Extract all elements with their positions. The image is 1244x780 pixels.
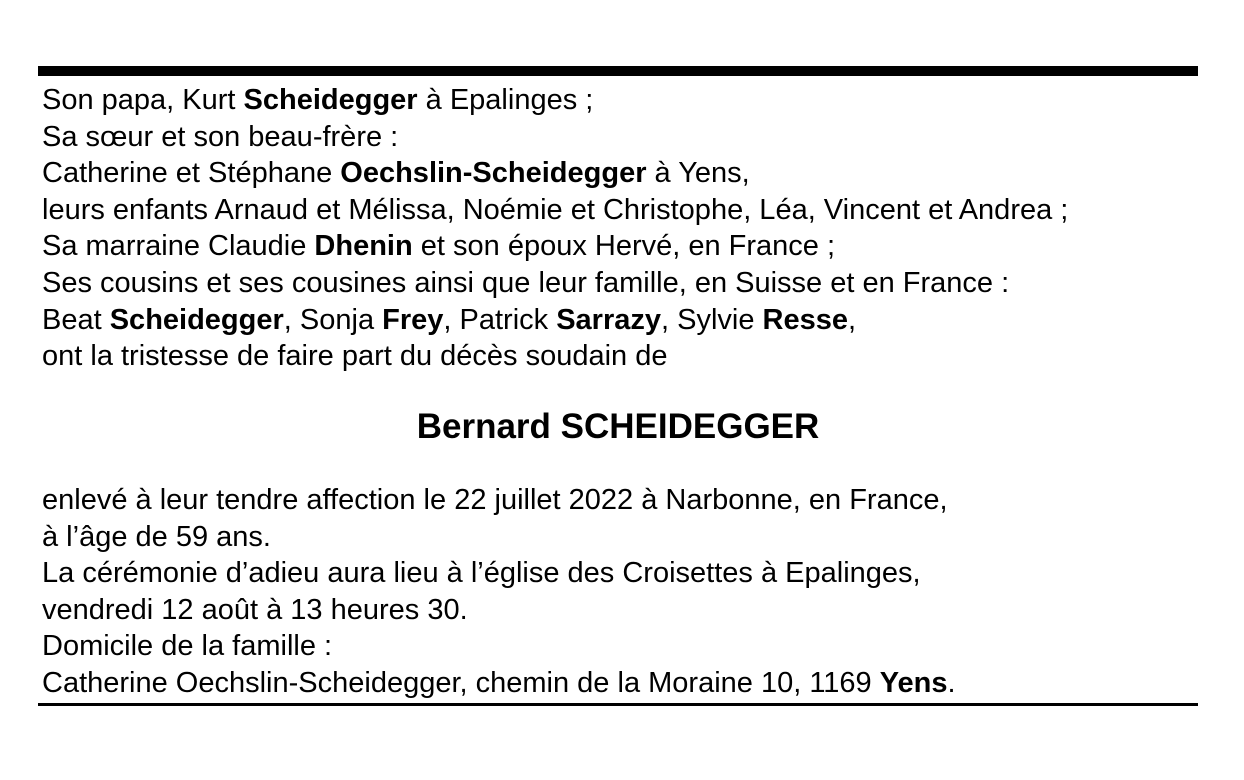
- notice-details: [42, 482, 1192, 702]
- notice-line-cousins: Beat Scheidegger, Sonja Frey, Patrick Sarrazy, Sylvie Resse,: [42, 303, 857, 336]
- notice-line-father: Son papa, Kurt Scheidegger à Epalinges ;: [42, 84, 594, 116]
- notice-line-announcement: ont la tristesse de faire part du décès soudain de: [42, 340, 668, 373]
- surname: Scheidegger: [243, 84, 418, 116]
- surname: Resse: [762, 303, 849, 336]
- notice-line-godmother: Sa marraine Claudie Dhenin et son époux Hervé, en France ;: [42, 230, 836, 263]
- notice-line-children: leurs enfants Arnaud et Mélissa, Noémie et Christophe, Léa, Vincent et Andrea ;: [42, 193, 1069, 226]
- details-line-death: enlevé à leur tendre affection le 22 juillet 2022 à Narbonne, en France,: [42, 484, 948, 516]
- details-line-date: vendredi 12 août à 13 heures 30.: [42, 593, 468, 626]
- town-name: Yens: [879, 666, 948, 699]
- bottom-rule: [38, 703, 1198, 706]
- details-line-domicile-label: Domicile de la famille :: [42, 630, 333, 663]
- surname: Frey: [382, 303, 444, 336]
- details-line-ceremony: La cérémonie d’adieu aura lieu à l’église des Croisettes à Epalinges,: [42, 557, 921, 590]
- surname: Dhenin: [314, 230, 413, 263]
- details-line-age: à l’âge de 59 ans.: [42, 520, 271, 553]
- deceased-name: Bernard SCHEIDEGGER: [416, 407, 820, 446]
- surname: Scheidegger: [109, 303, 284, 336]
- notice-line-sister: Catherine et Stéphane Oechslin-Scheidegger à Yens,: [42, 157, 750, 190]
- details-line-address: Catherine Oechslin-Scheidegger, chemin de la Moraine 10, 1169 Yens.: [42, 666, 956, 699]
- surname: Sarrazy: [556, 303, 662, 336]
- surname: Oechslin-Scheidegger: [340, 157, 647, 190]
- top-rule: [38, 66, 1198, 76]
- notice-line-cousins-intro: Ses cousins et ses cousines ainsi que leur famille, en Suisse et en France :: [42, 266, 1010, 299]
- family-notice: [42, 82, 1192, 375]
- notice-line-sister-intro: Sa sœur et son beau-frère :: [42, 120, 399, 153]
